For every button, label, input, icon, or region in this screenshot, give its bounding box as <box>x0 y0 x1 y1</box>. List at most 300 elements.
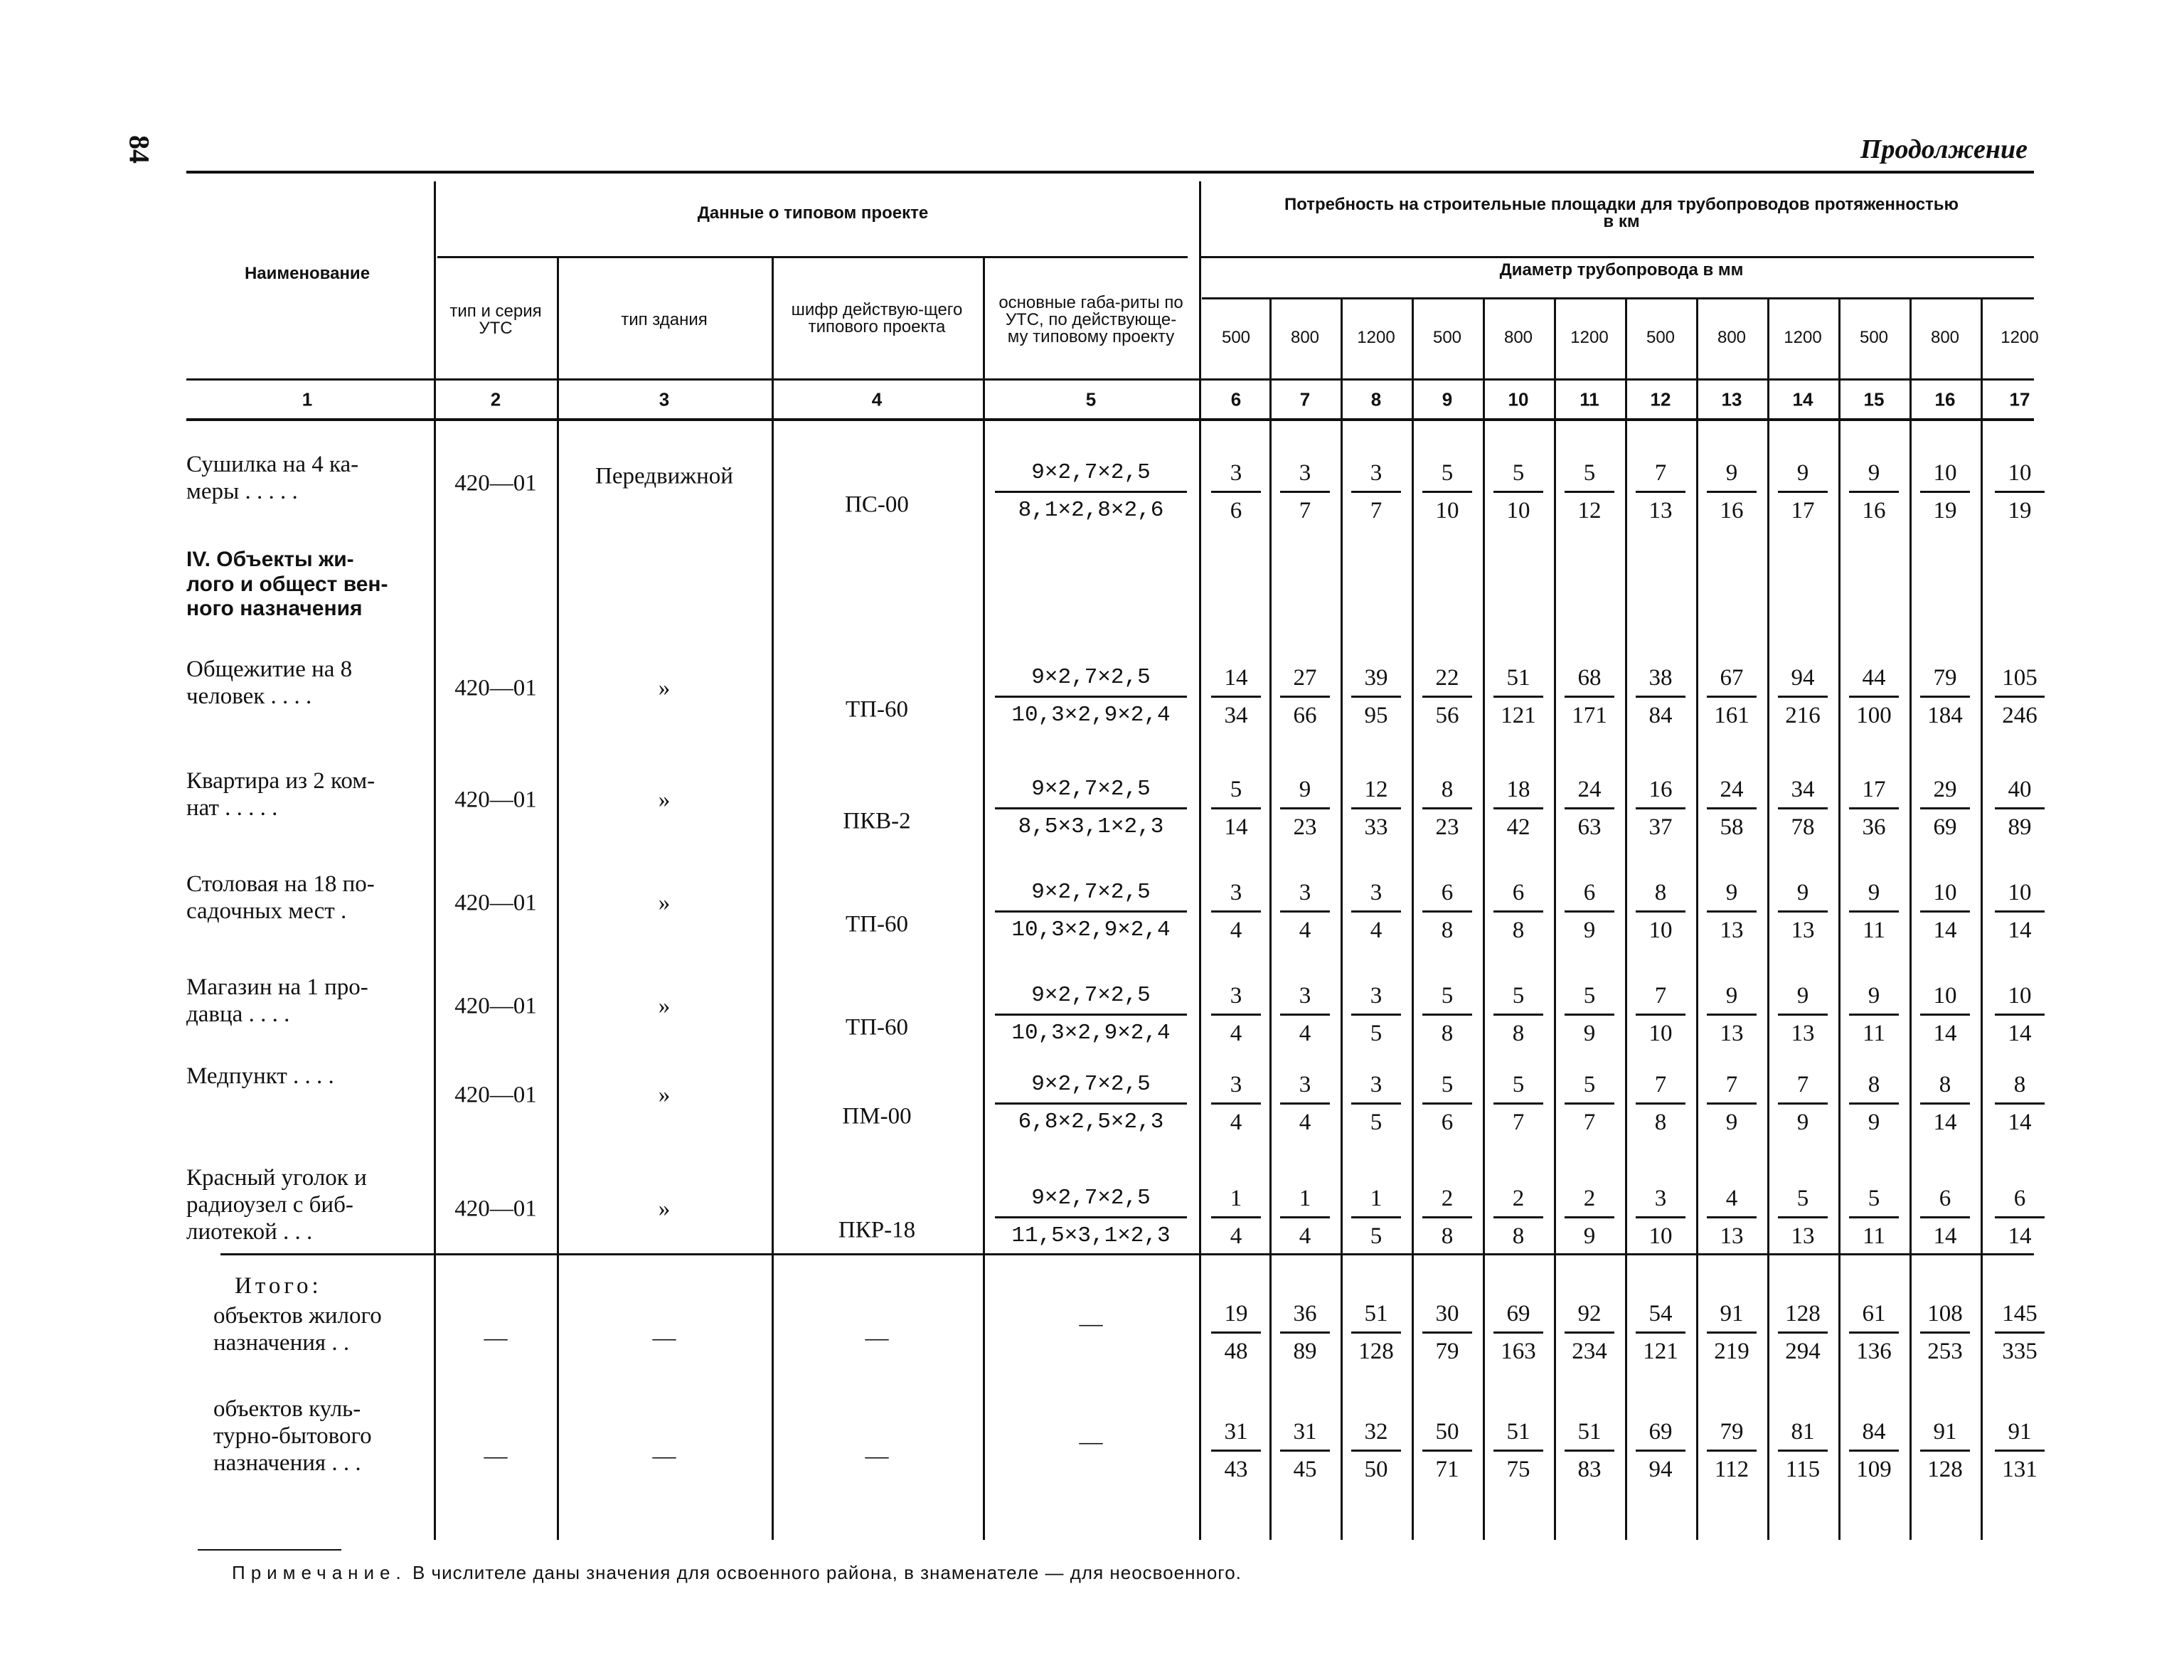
header-diameter-15: 500 <box>1859 328 1889 347</box>
row-value-col-11-numerator: 5 <box>1583 1072 1596 1097</box>
row-value-col-14 <box>1778 455 1828 528</box>
footnote-label: Примечание. <box>232 1562 407 1583</box>
totals-value-col-11 <box>1565 1414 1614 1487</box>
row-value-col-16 <box>1920 455 1970 528</box>
row-dimensions <box>995 978 1187 1051</box>
row-value-col-10-denominator: 8 <box>1512 918 1525 943</box>
row-value-col-7 <box>1280 1181 1330 1254</box>
totals-value-col-13-denominator: 112 <box>1714 1457 1749 1482</box>
header-name: Наименование <box>244 264 371 283</box>
row-value-col-17 <box>1995 978 2045 1051</box>
continuation-label: Продолжение <box>1860 134 2028 164</box>
row-value-col-14-denominator: 13 <box>1791 918 1815 943</box>
header-diameter-14: 1200 <box>1784 328 1822 347</box>
row-value-col-12 <box>1636 1181 1685 1254</box>
row-value-col-15 <box>1849 660 1899 733</box>
column-number-2: 2 <box>490 388 501 410</box>
row-value-col-16-numerator: 8 <box>1939 1072 1951 1097</box>
row-value-col-6 <box>1211 660 1261 733</box>
row-value-col-15-numerator: 17 <box>1862 777 1886 802</box>
row-value-col-7-denominator: 66 <box>1293 703 1317 728</box>
totals-value-col-11-numerator: 92 <box>1577 1301 1602 1327</box>
row-value-col-11-denominator: 9 <box>1583 1223 1596 1249</box>
row-value-col-13-numerator: 24 <box>1720 777 1744 802</box>
column-number-10: 10 <box>1508 388 1529 410</box>
page-number: 84 <box>123 135 156 164</box>
row-dimensions-project: 10,3×2,9×2,4 <box>1011 703 1171 728</box>
row-value-col-13 <box>1707 978 1757 1051</box>
row-project-code: ПКВ-2 <box>843 808 911 834</box>
row-value-col-15 <box>1849 455 1899 528</box>
row-value-col-13-denominator: 13 <box>1720 1021 1744 1046</box>
row-project-code: ПКР-18 <box>838 1217 916 1243</box>
row-value-col-16-denominator: 69 <box>1933 814 1957 840</box>
row-value-col-17-numerator: 8 <box>2013 1072 2026 1097</box>
row-value-col-7-numerator: 9 <box>1299 777 1311 802</box>
row-value-col-8-denominator: 7 <box>1370 498 1383 523</box>
totals-value-col-11-denominator: 83 <box>1577 1457 1602 1482</box>
row-value-col-8 <box>1351 660 1401 733</box>
row-value-col-14 <box>1778 772 1828 845</box>
row-value-col-7-denominator: 4 <box>1299 918 1311 943</box>
row-value-col-6-numerator: 1 <box>1230 1186 1242 1211</box>
row-value-col-16-denominator: 14 <box>1933 1223 1957 1249</box>
totals-value-col-14-numerator: 128 <box>1785 1301 1821 1327</box>
row-value-col-9-numerator: 5 <box>1441 1072 1454 1097</box>
totals-dash: — <box>1079 1311 1103 1337</box>
row-value-col-9-denominator: 8 <box>1441 1223 1454 1249</box>
row-value-col-6 <box>1211 1067 1261 1140</box>
row-value-col-10-denominator: 8 <box>1512 1223 1525 1249</box>
rule-col3-right <box>772 257 774 1540</box>
row-value-col-8 <box>1351 1067 1401 1140</box>
column-number-4: 4 <box>871 388 883 410</box>
row-dimensions-project: 8,5×3,1×2,3 <box>1018 814 1164 839</box>
row-value-col-16 <box>1920 772 1970 845</box>
row-project-code: ТП-60 <box>846 911 908 937</box>
totals-value-col-16 <box>1920 1296 1970 1369</box>
header-col3: тип здания <box>621 310 708 329</box>
row-value-col-6 <box>1211 978 1261 1051</box>
row-value-col-9 <box>1422 978 1472 1051</box>
totals-value-col-9-denominator: 79 <box>1435 1339 1459 1364</box>
row-dimensions <box>995 772 1187 845</box>
row-value-col-14 <box>1778 1181 1828 1254</box>
row-dimensions-utc: 9×2,7×2,5 <box>1031 983 1151 1008</box>
rule-col2-right <box>557 257 559 1540</box>
row-series: 420—01 <box>454 1196 537 1222</box>
rule-value-col-13 <box>1696 299 1698 1540</box>
row-value-col-10-numerator: 6 <box>1512 880 1525 905</box>
totals-value-col-15-numerator: 84 <box>1862 1419 1886 1445</box>
totals-value-col-11 <box>1565 1296 1614 1369</box>
row-value-col-9 <box>1422 875 1472 948</box>
row-value-col-10-denominator: 7 <box>1512 1110 1525 1135</box>
row-value-col-13-numerator: 4 <box>1725 1186 1738 1211</box>
column-number-17: 17 <box>2009 388 2030 410</box>
rule-project-group <box>437 256 1188 258</box>
totals-value-col-10-denominator: 75 <box>1506 1457 1530 1482</box>
row-dimensions <box>995 1181 1187 1254</box>
row-value-col-13 <box>1707 1067 1757 1140</box>
row-value-col-9-denominator: 8 <box>1441 918 1454 943</box>
row-value-col-7 <box>1280 660 1330 733</box>
totals-value-col-16-denominator: 128 <box>1927 1457 1963 1482</box>
row-value-col-8-numerator: 3 <box>1370 983 1383 1009</box>
totals-value-col-9-numerator: 50 <box>1435 1419 1459 1445</box>
header-diameter-7: 800 <box>1290 328 1320 347</box>
row-value-col-17-numerator: 10 <box>2008 460 2032 486</box>
row-dimensions-utc: 9×2,7×2,5 <box>1031 1186 1151 1211</box>
row-value-col-6-denominator: 6 <box>1230 498 1242 523</box>
totals-value-col-14 <box>1778 1296 1828 1369</box>
row-value-col-9-numerator: 5 <box>1441 460 1454 486</box>
row-value-col-10-numerator: 5 <box>1512 983 1525 1009</box>
rule-demand-group <box>1200 256 2034 258</box>
totals-value-col-12-denominator: 94 <box>1648 1457 1673 1482</box>
row-value-col-11-denominator: 9 <box>1583 1021 1596 1046</box>
row-value-col-9-denominator: 23 <box>1435 814 1459 840</box>
row-value-col-16 <box>1920 875 1970 948</box>
rule-value-col-11 <box>1554 299 1556 1540</box>
column-number-1: 1 <box>302 388 313 410</box>
totals-value-col-15-denominator: 109 <box>1856 1457 1892 1482</box>
totals-value-col-7-denominator: 45 <box>1293 1457 1317 1482</box>
totals-dash: — <box>865 1443 889 1469</box>
row-value-col-6-numerator: 3 <box>1230 880 1242 905</box>
row-name: Общежитие на 8 человек . . . . <box>186 656 353 709</box>
totals-value-col-10-numerator: 51 <box>1506 1419 1530 1445</box>
row-dimensions-project: 8,1×2,8×2,6 <box>1018 498 1164 523</box>
row-value-col-9-numerator: 2 <box>1441 1186 1454 1211</box>
row-value-col-9-numerator: 5 <box>1441 983 1454 1009</box>
totals-value-col-7-numerator: 31 <box>1293 1419 1317 1445</box>
totals-value-col-14-numerator: 81 <box>1791 1419 1815 1445</box>
rule-colnum-bottom <box>186 418 2034 421</box>
header-diameter-17: 1200 <box>2001 328 2039 347</box>
row-value-col-13-numerator: 7 <box>1725 1072 1738 1097</box>
totals-value-col-13-numerator: 91 <box>1720 1301 1744 1327</box>
row-value-col-6 <box>1211 875 1261 948</box>
rule-value-col-12 <box>1625 299 1627 1540</box>
row-value-col-11 <box>1565 772 1614 845</box>
totals-value-col-17-denominator: 335 <box>2002 1339 2037 1364</box>
column-number-12: 12 <box>1650 388 1671 410</box>
row-value-col-7 <box>1280 875 1330 948</box>
totals-value-col-17-denominator: 131 <box>2002 1457 2037 1482</box>
column-number-13: 13 <box>1721 388 1742 410</box>
row-value-col-17-denominator: 89 <box>2008 814 2032 840</box>
row-building-type: » <box>658 890 671 916</box>
column-number-16: 16 <box>1934 388 1956 410</box>
row-value-col-11-denominator: 171 <box>1572 703 1607 728</box>
row-value-col-11-numerator: 68 <box>1577 665 1602 691</box>
row-name: Магазин на 1 про- давца . . . . <box>186 974 368 1027</box>
row-dimensions <box>995 875 1187 948</box>
totals-dash: — <box>484 1325 508 1351</box>
row-value-col-17 <box>1995 875 2045 948</box>
row-value-col-11-denominator: 9 <box>1583 918 1596 943</box>
totals-value-col-10-numerator: 69 <box>1506 1301 1530 1327</box>
row-value-col-10 <box>1493 772 1543 845</box>
row-dimensions <box>995 660 1187 733</box>
row-value-col-15-denominator: 16 <box>1862 498 1886 523</box>
row-value-col-16 <box>1920 1181 1970 1254</box>
row-value-col-17 <box>1995 1067 2045 1140</box>
row-value-col-8-numerator: 3 <box>1370 1072 1383 1097</box>
row-value-col-14-denominator: 13 <box>1791 1021 1815 1046</box>
row-value-col-7-denominator: 7 <box>1299 498 1311 523</box>
row-value-col-12-numerator: 7 <box>1654 460 1667 486</box>
row-value-col-9-denominator: 10 <box>1435 498 1459 523</box>
row-value-col-16 <box>1920 1067 1970 1140</box>
row-value-col-11 <box>1565 455 1614 528</box>
row-building-type: » <box>658 993 671 1019</box>
row-value-col-15 <box>1849 1181 1899 1254</box>
row-value-col-13-denominator: 9 <box>1725 1110 1738 1135</box>
row-value-col-6-numerator: 3 <box>1230 460 1242 486</box>
row-name: Медпункт . . . . <box>186 1063 334 1089</box>
row-value-col-12-numerator: 3 <box>1654 1186 1667 1211</box>
totals-value-col-6-numerator: 19 <box>1224 1301 1248 1327</box>
row-value-col-12-denominator: 84 <box>1648 703 1673 728</box>
rule-value-col-16 <box>1909 299 1912 1540</box>
row-dimensions-project: 6,8×2,5×2,3 <box>1018 1110 1164 1134</box>
totals-value-col-14 <box>1778 1414 1828 1487</box>
column-number-6: 6 <box>1230 388 1242 410</box>
row-value-col-17 <box>1995 455 2045 528</box>
row-value-col-16-numerator: 10 <box>1933 460 1957 486</box>
row-value-col-9 <box>1422 455 1472 528</box>
row-value-col-14-numerator: 9 <box>1796 880 1809 905</box>
totals-value-col-12 <box>1636 1296 1685 1369</box>
row-value-col-6-denominator: 34 <box>1224 703 1248 728</box>
row-value-col-13-denominator: 161 <box>1714 703 1749 728</box>
row-value-col-15-numerator: 9 <box>1868 880 1880 905</box>
row-value-col-12-numerator: 8 <box>1654 880 1667 905</box>
row-value-col-13 <box>1707 875 1757 948</box>
row-dimensions-project: 11,5×3,1×2,3 <box>1011 1223 1171 1248</box>
row-value-col-13-denominator: 13 <box>1720 918 1744 943</box>
row-value-col-15-numerator: 8 <box>1868 1072 1880 1097</box>
header-project-group: Данные о типовом проекте <box>697 203 929 223</box>
row-value-col-13-numerator: 67 <box>1720 665 1744 691</box>
row-value-col-14 <box>1778 1067 1828 1140</box>
totals-value-col-7 <box>1280 1296 1330 1369</box>
row-value-col-9 <box>1422 660 1472 733</box>
row-value-col-10-numerator: 5 <box>1512 1072 1525 1097</box>
row-value-col-14-numerator: 9 <box>1796 460 1809 486</box>
row-building-type: » <box>658 1196 671 1222</box>
row-building-type: » <box>658 787 671 813</box>
row-value-col-15 <box>1849 978 1899 1051</box>
totals-value-col-11-numerator: 51 <box>1577 1419 1602 1445</box>
totals-value-col-6 <box>1211 1414 1261 1487</box>
row-value-col-8 <box>1351 772 1401 845</box>
row-dimensions-utc: 9×2,7×2,5 <box>1031 880 1151 905</box>
column-number-8: 8 <box>1370 388 1382 410</box>
row-value-col-15-numerator: 9 <box>1868 983 1880 1009</box>
row-value-col-10-denominator: 121 <box>1501 703 1536 728</box>
column-number-9: 9 <box>1442 388 1453 410</box>
totals-value-col-12-numerator: 69 <box>1648 1419 1673 1445</box>
row-value-col-9-numerator: 22 <box>1435 665 1459 691</box>
totals-dash: — <box>484 1443 508 1469</box>
totals-value-col-13 <box>1707 1296 1757 1369</box>
totals-value-col-14-denominator: 115 <box>1785 1457 1821 1482</box>
totals-value-col-12-numerator: 54 <box>1648 1301 1673 1327</box>
totals-value-col-13-denominator: 219 <box>1714 1339 1749 1364</box>
row-project-code: ТП-60 <box>846 696 908 723</box>
totals-value-col-7 <box>1280 1414 1330 1487</box>
row-value-col-11-denominator: 12 <box>1577 498 1602 523</box>
totals-value-col-10 <box>1493 1296 1543 1369</box>
totals-value-col-6-numerator: 31 <box>1224 1419 1248 1445</box>
row-value-col-12-denominator: 8 <box>1654 1110 1667 1135</box>
totals-value-col-16 <box>1920 1414 1970 1487</box>
row-value-col-17-denominator: 14 <box>2008 1223 2032 1249</box>
row-value-col-12-denominator: 10 <box>1648 918 1673 943</box>
footnote-text: В числителе даны значения для освоенного района, в знаменателе — для неосвоенного. <box>412 1562 1242 1583</box>
row-value-col-10-numerator: 5 <box>1512 460 1525 486</box>
row-value-col-16-numerator: 79 <box>1933 665 1957 691</box>
section-heading: IV. Объекты жи- лого и общест вен- ного назначения <box>186 548 388 620</box>
row-value-col-15-numerator: 44 <box>1862 665 1886 691</box>
totals-value-col-6-denominator: 48 <box>1224 1339 1248 1364</box>
row-name: Столовая на 18 по- садочных мест . <box>186 871 375 924</box>
row-value-col-6-numerator: 3 <box>1230 983 1242 1009</box>
row-series: 420—01 <box>454 675 537 701</box>
row-value-col-11-numerator: 6 <box>1583 880 1596 905</box>
row-value-col-17-denominator: 14 <box>2008 1021 2032 1046</box>
header-diameter-11: 1200 <box>1570 328 1609 347</box>
row-value-col-11-denominator: 63 <box>1577 814 1602 840</box>
row-value-col-6-numerator: 5 <box>1230 777 1242 802</box>
rule-totals-left <box>220 1253 434 1255</box>
row-value-col-6-denominator: 4 <box>1230 1110 1242 1135</box>
row-value-col-13-numerator: 9 <box>1725 880 1738 905</box>
totals-row-name: объектов куль- турно-бытового назначения . . . <box>213 1396 372 1476</box>
row-value-col-17-numerator: 10 <box>2008 983 2032 1009</box>
totals-value-col-15-denominator: 136 <box>1856 1339 1892 1364</box>
row-dimensions-utc: 9×2,7×2,5 <box>1031 1072 1151 1097</box>
row-dimensions <box>995 455 1187 528</box>
totals-value-col-14-denominator: 294 <box>1785 1339 1821 1364</box>
rule-header-bottom <box>186 378 2034 381</box>
row-value-col-10-numerator: 2 <box>1512 1186 1525 1211</box>
row-value-col-16-numerator: 10 <box>1933 880 1957 905</box>
row-value-col-8-denominator: 33 <box>1364 814 1388 840</box>
row-value-col-7-denominator: 23 <box>1293 814 1317 840</box>
row-value-col-16-denominator: 14 <box>1933 1110 1957 1135</box>
rule-value-col-7 <box>1269 299 1272 1540</box>
row-value-col-17 <box>1995 660 2045 733</box>
row-value-col-8 <box>1351 978 1401 1051</box>
row-value-col-8 <box>1351 1181 1401 1254</box>
row-building-type: » <box>658 675 671 701</box>
header-diameter-group: Диаметр трубопровода в мм <box>1499 260 1744 280</box>
row-value-col-10 <box>1493 660 1543 733</box>
row-value-col-14-denominator: 216 <box>1785 703 1821 728</box>
row-value-col-10 <box>1493 1067 1543 1140</box>
row-value-col-8-numerator: 1 <box>1370 1186 1383 1211</box>
row-value-col-8-numerator: 3 <box>1370 880 1383 905</box>
row-dimensions-utc: 9×2,7×2,5 <box>1031 665 1151 690</box>
row-value-col-17-denominator: 19 <box>2008 498 2032 523</box>
row-dimensions <box>995 1067 1187 1140</box>
row-value-col-14 <box>1778 875 1828 948</box>
row-value-col-10-numerator: 51 <box>1506 665 1530 691</box>
row-value-col-14-denominator: 78 <box>1791 814 1815 840</box>
rule-value-col-10 <box>1483 299 1485 1540</box>
totals-value-col-8-numerator: 32 <box>1364 1419 1388 1445</box>
totals-value-col-15-numerator: 61 <box>1862 1301 1886 1327</box>
row-value-col-12-numerator: 38 <box>1648 665 1673 691</box>
row-value-col-8 <box>1351 455 1401 528</box>
row-building-type: » <box>658 1082 671 1108</box>
row-value-col-17 <box>1995 1181 2045 1254</box>
row-value-col-12-numerator: 16 <box>1648 777 1673 802</box>
row-series: 420—01 <box>454 993 537 1019</box>
row-value-col-8-denominator: 4 <box>1370 918 1383 943</box>
totals-value-col-11-denominator: 234 <box>1572 1339 1607 1364</box>
row-value-col-17-numerator: 6 <box>2013 1186 2026 1211</box>
header-col4: шифр действую-щего типового проекта <box>791 300 963 336</box>
totals-value-col-8 <box>1351 1296 1401 1369</box>
row-value-col-9-denominator: 56 <box>1435 703 1459 728</box>
totals-value-col-9 <box>1422 1414 1472 1487</box>
row-value-col-15 <box>1849 875 1899 948</box>
row-value-col-7 <box>1280 455 1330 528</box>
totals-value-col-9 <box>1422 1296 1472 1369</box>
row-value-col-17-numerator: 105 <box>2002 665 2037 691</box>
header-diameter-10: 800 <box>1503 328 1533 347</box>
row-value-col-13-numerator: 9 <box>1725 460 1738 486</box>
row-value-col-14 <box>1778 660 1828 733</box>
totals-value-col-17-numerator: 91 <box>2008 1419 2032 1445</box>
totals-value-col-15 <box>1849 1414 1899 1487</box>
totals-value-col-8 <box>1351 1414 1401 1487</box>
row-value-col-15 <box>1849 772 1899 845</box>
row-value-col-17-denominator: 246 <box>2002 703 2037 728</box>
row-name: Сушилка на 4 ка- меры . . . . . <box>186 452 359 504</box>
row-value-col-16-numerator: 29 <box>1933 777 1957 802</box>
totals-value-col-6 <box>1211 1296 1261 1369</box>
row-value-col-13-denominator: 16 <box>1720 498 1744 523</box>
header-diameter-6: 500 <box>1221 328 1251 347</box>
row-project-code: ТП-60 <box>846 1014 908 1041</box>
row-series: 420—01 <box>454 1082 537 1108</box>
row-value-col-10 <box>1493 1181 1543 1254</box>
header-diameter-12: 500 <box>1646 328 1676 347</box>
row-value-col-7-numerator: 27 <box>1293 665 1317 691</box>
row-value-col-12 <box>1636 875 1685 948</box>
row-value-col-11-numerator: 5 <box>1583 983 1596 1009</box>
totals-title: Итого: <box>235 1273 322 1299</box>
totals-value-col-7-numerator: 36 <box>1293 1301 1317 1327</box>
footnote-separator <box>198 1549 341 1551</box>
row-value-col-15-numerator: 9 <box>1868 460 1880 486</box>
row-value-col-8 <box>1351 875 1401 948</box>
row-value-col-12 <box>1636 772 1685 845</box>
column-number-5: 5 <box>1085 388 1097 410</box>
row-value-col-16-numerator: 6 <box>1939 1186 1951 1211</box>
row-series: 420—01 <box>454 470 537 496</box>
row-value-col-9-numerator: 6 <box>1441 880 1454 905</box>
row-value-col-7 <box>1280 978 1330 1051</box>
row-building-type: Передвижной <box>595 463 733 489</box>
rule-value-col-14 <box>1767 299 1769 1540</box>
